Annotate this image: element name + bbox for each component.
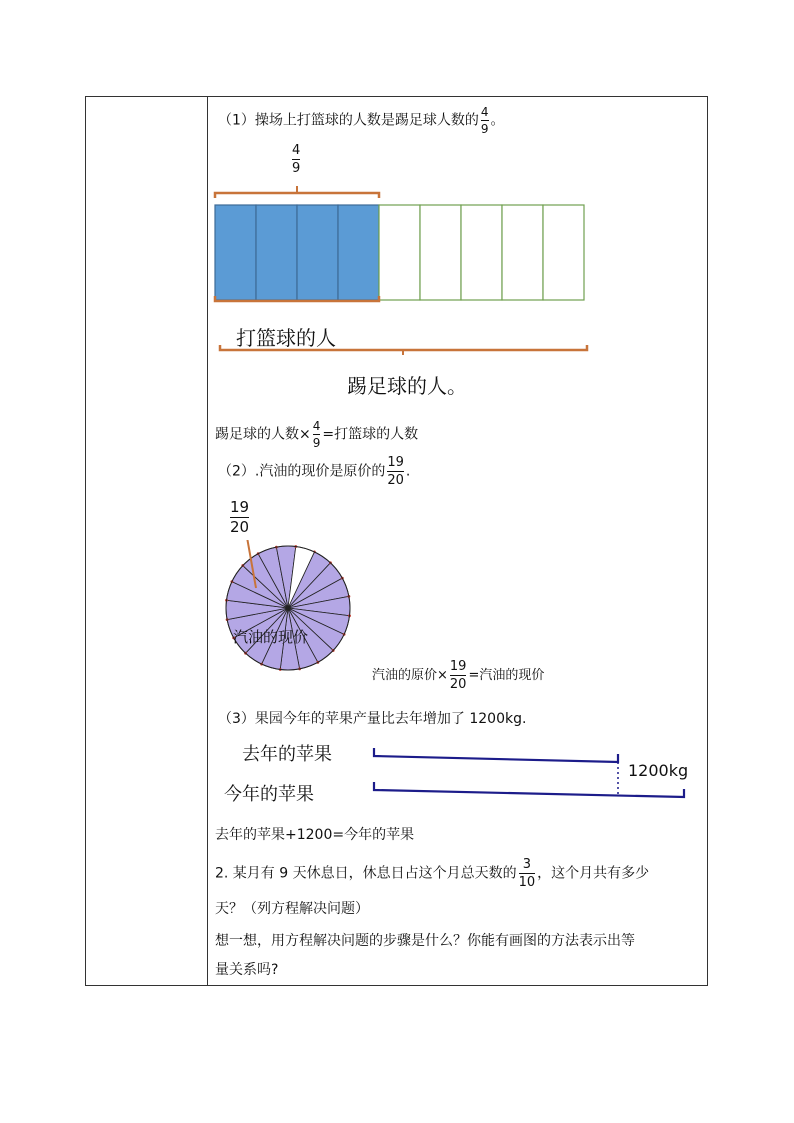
fraction-denominator: 10	[518, 875, 536, 890]
fraction-numerator: 3	[522, 857, 532, 872]
equation-left: 汽油的原价×	[372, 668, 448, 683]
section1-equation	[215, 420, 418, 449]
this-year-line	[374, 782, 684, 797]
bar-cell-empty	[502, 205, 543, 300]
bar-cell-shaded	[215, 205, 256, 300]
fraction-numerator: 4	[292, 143, 301, 158]
last-year-label: 去年的苹果	[242, 744, 332, 765]
section1-statement-end: 。	[490, 112, 505, 129]
section1-statement	[218, 106, 505, 135]
section2-statement-text: （2）.汽油的现价是原价的	[218, 463, 386, 480]
top-brace	[215, 193, 379, 198]
bar-cell-shaded	[256, 205, 297, 300]
diagram-fraction-label	[290, 144, 302, 175]
bar-cell-empty	[461, 205, 502, 300]
bar-cell-shaded	[338, 205, 379, 300]
section3-equation: 去年的苹果+1200=今年的苹果	[215, 827, 415, 843]
equation-left: 踢足球的人数×	[215, 426, 311, 443]
fraction-denominator: 9	[312, 436, 321, 450]
question2-text: 2. 某月有 9 天休息日，休息日占这个月总天数的	[215, 865, 517, 882]
football-label: 踢足球的人。	[347, 374, 467, 398]
fraction-numerator: 4	[480, 105, 489, 119]
equation-right: =汽油的现价	[468, 668, 545, 683]
basketball-label: 打篮球的人	[236, 326, 336, 350]
think-line1: 想一想，用方程解决问题的步骤是什么？你能有画图的方法表示出等	[215, 933, 635, 949]
bar-cells	[215, 205, 584, 300]
bar-cell-shaded	[297, 205, 338, 300]
section2-equation	[372, 660, 544, 691]
fraction-denominator: 20	[387, 473, 404, 488]
section1-statement-text: （1）操场上打篮球的人数是踢足球人数的	[218, 112, 479, 129]
section2-statement	[218, 456, 410, 487]
section1-fraction	[481, 106, 489, 135]
last-year-line	[374, 748, 618, 762]
question2-line2: 天？（列方程解决问题）	[215, 901, 369, 917]
fraction-numerator: 19	[449, 659, 467, 674]
think-line2: 量关系吗?	[215, 962, 279, 978]
bar-cell-empty	[543, 205, 584, 300]
fraction-denominator: 20	[230, 518, 250, 536]
fraction-numerator: 19	[387, 455, 404, 470]
pie-fraction-label	[228, 500, 251, 535]
bar-cell-empty	[420, 205, 461, 300]
fraction-denominator: 9	[480, 122, 489, 136]
fraction-denominator: 9	[292, 161, 301, 176]
question2-text-end: ，这个月共有多少	[537, 865, 650, 882]
section3-statement: （3）果园今年的苹果产量比去年增加了 1200kg.	[218, 711, 527, 727]
pie-diagram	[218, 540, 368, 680]
section2-statement-end: .	[405, 463, 411, 480]
fraction-numerator: 19	[230, 498, 250, 516]
increase-label: 1200kg	[628, 761, 689, 780]
fraction-numerator: 4	[312, 419, 321, 433]
equation-right: =打篮球的人数	[322, 426, 419, 443]
bar-cell-empty	[379, 205, 420, 300]
fraction-denominator: 20	[449, 677, 467, 692]
pie-label: 汽油的现价	[233, 628, 309, 646]
question2-line1	[215, 858, 649, 889]
this-year-label: 今年的苹果	[224, 784, 314, 805]
